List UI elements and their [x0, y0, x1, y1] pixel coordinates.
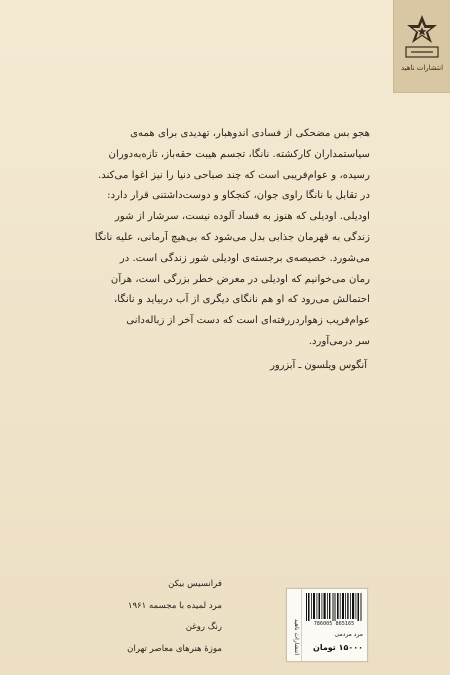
caption-medium: رنگ روغن [185, 622, 222, 632]
barcode-icon [305, 593, 363, 621]
sticker-price: ۱۵۰۰۰ تومان [312, 643, 363, 652]
publisher-logo [393, 0, 450, 93]
blurb-line: در تقابل با نانگا راوی جوان، کنجکاو و دوست‌داشتنی قرار دارد: [107, 190, 370, 202]
blurb-line: اودیلی. اودیلی که هنوز به فساد آلوده نیست، سرشار از شور [115, 211, 370, 223]
blurb-line: رسیده، و عوام‌فریبی است که چند صباحی دنیا را نیز اغوا می‌کند. [98, 169, 370, 181]
publisher-name: انتشارات ناهید [400, 64, 444, 72]
caption-museum: موزهٔ هنرهای معاصر تهران [127, 643, 222, 654]
blurb-line: احتمالش می‌رود که او هم نانگای دیگری از آب دربیاید و نانگا، [113, 294, 370, 306]
blurb-attribution: آنگوس ویلسون ـ آبزرور [270, 360, 367, 371]
caption-artist: فرانسیس بیکن [168, 579, 222, 589]
blurb-line: می‌شورد. خصیصه‌ی برجسته‌ی اودیلی شور زندگی است. در [119, 252, 370, 264]
blurb-line: سر درمی‌آورد. [308, 335, 370, 347]
blurb-line: رمان می‌خوانیم که اودیلی در معرض خطر بزرگی است، هرآن [110, 273, 370, 285]
blurb-line: زندگی به قهرمان جذابی بدل می‌شود که بی‌هیچ آرمانی، علیه نانگا [94, 231, 370, 243]
blurb-line: هجو بس مضحکی از فسادی اندوهبار، تهدیدی برای همه‌ی [130, 128, 370, 139]
price-sticker [286, 588, 368, 662]
star-emblem-icon [404, 14, 440, 58]
blurb-text [88, 124, 370, 353]
blurb-line: عوام‌فریب زهواردررفته‌ای است که دست آخر از زباله‌دانی [126, 315, 370, 327]
sticker-book-title: مرد مردمی [334, 631, 363, 638]
sticker-side-strip [287, 589, 302, 661]
sticker-publisher-label: انتشارات ناهید [293, 618, 300, 655]
blurb-line: سیاستمداران کارکشته. نانگا، تجسم هیبت حقه‌باز، تازه‌به‌دوران [108, 148, 370, 160]
isbn-number: 786005 865165 [313, 621, 355, 627]
caption-artwork: مرد لمیده با مجسمه ۱۹۶۱ [127, 600, 222, 611]
cover-art-caption [102, 574, 222, 660]
